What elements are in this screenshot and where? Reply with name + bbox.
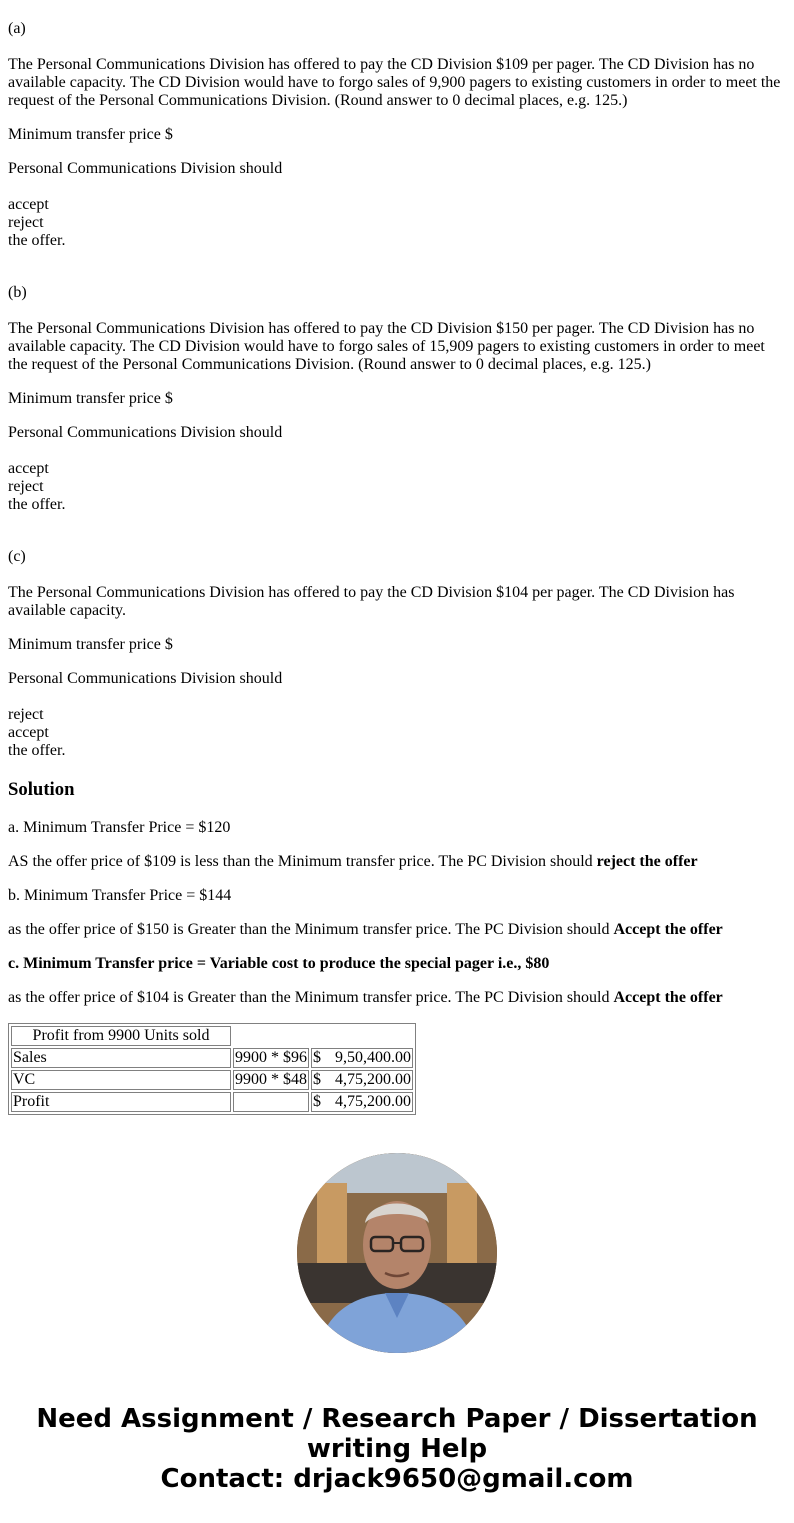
profit-table xyxy=(8,1023,416,1115)
row-calc xyxy=(233,1092,309,1112)
promo-line-1: Need Assignment / Research Paper / Dissertation xyxy=(36,1404,758,1434)
part-b-label: (b) xyxy=(8,284,27,301)
table-header: Profit from 9900 Units sold xyxy=(11,1026,231,1046)
part-b-suffix: the offer. xyxy=(8,496,66,513)
table-row xyxy=(11,1092,413,1112)
solution-b-line: b. Minimum Transfer Price = $144 xyxy=(8,887,232,904)
row-currency: $ xyxy=(313,1049,321,1066)
part-b-min-price-label: Minimum transfer price $ xyxy=(8,390,173,407)
row-calc: 9900 * $96 xyxy=(235,1049,307,1066)
table-row xyxy=(11,1048,413,1068)
part-a-min-price-label: Minimum transfer price $ xyxy=(8,126,173,143)
part-b-text: The Personal Communications Division has offered to pay the CD Division $150 per pager. The CD Division has no available capacity. The CD Division would have to forgo sales of 15,909 pagers to existing customers in order to meet the request of the Personal Communications Division. (Round answer to 0 decimal places, e.g. 125.) xyxy=(8,320,765,373)
row-label: Sales xyxy=(11,1048,231,1068)
part-c-text: The Personal Communications Division has offered to pay the CD Division $104 per pager. The CD Division has available capacity. xyxy=(8,584,735,619)
part-c-suffix: the offer. xyxy=(8,742,66,759)
author-photo xyxy=(297,1153,497,1353)
part-c-should-label: Personal Communications Division should xyxy=(8,670,283,687)
part-a-option-1[interactable]: accept xyxy=(8,196,49,213)
row-value: 4,75,200.00 xyxy=(335,1093,411,1110)
solution-c-reason xyxy=(8,989,723,1007)
part-c-option-2[interactable]: accept xyxy=(8,724,49,741)
solution-c-line: c. Minimum Transfer price = Variable cost to produce the special pager i.e., $80 xyxy=(8,955,550,972)
author-portrait-illustration xyxy=(297,1153,497,1353)
row-label: VC xyxy=(11,1070,231,1090)
solution-a-reason xyxy=(8,853,698,871)
part-a-option-2[interactable]: reject xyxy=(8,214,44,231)
solution-a-verdict: reject the offer xyxy=(596,853,698,870)
solution-c-reason-text: as the offer price of $104 is Greater than the Minimum transfer price. The PC Division should xyxy=(8,989,614,1006)
row-amount xyxy=(311,1070,413,1090)
row-label: Profit xyxy=(11,1092,231,1112)
row-currency: $ xyxy=(313,1071,321,1088)
solution-b-reason-text: as the offer price of $150 is Greater than the Minimum transfer price. The PC Division should xyxy=(8,921,614,938)
part-b-option-2[interactable]: reject xyxy=(8,478,44,495)
promo-contact[interactable]: Contact: drjack9650@gmail.com xyxy=(160,1464,634,1494)
part-a-label: (a) xyxy=(8,20,26,37)
row-amount xyxy=(311,1092,413,1112)
part-b-should-label: Personal Communications Division should xyxy=(8,424,283,441)
part-c-min-price-label: Minimum transfer price $ xyxy=(8,636,173,653)
part-a-text: The Personal Communications Division has offered to pay the CD Division $109 per pager. The CD Division has no available capacity. The CD Division would have to forgo sales of 9,900 pagers to existing customers in order to meet the request of the Personal Communications Division. (Round answer to 0 decimal places, e.g. 125.) xyxy=(8,56,781,109)
part-c-label: (c) xyxy=(8,548,26,565)
solution-a-line: a. Minimum Transfer Price = $120 xyxy=(8,819,231,836)
row-value: 4,75,200.00 xyxy=(335,1071,411,1088)
part-b-option-1[interactable]: accept xyxy=(8,460,49,477)
row-value: 9,50,400.00 xyxy=(335,1049,411,1066)
solution-b-verdict: Accept the offer xyxy=(613,921,723,938)
part-c-option-1[interactable]: reject xyxy=(8,706,44,723)
table-header-row xyxy=(11,1026,413,1046)
promo-banner xyxy=(0,1404,794,1494)
part-a-should-label: Personal Communications Division should xyxy=(8,160,283,177)
row-calc: 9900 * $48 xyxy=(235,1071,307,1088)
part-a-suffix: the offer. xyxy=(8,232,66,249)
table-row xyxy=(11,1070,413,1090)
row-amount xyxy=(311,1048,413,1068)
solution-c-verdict: Accept the offer xyxy=(613,989,723,1006)
promo-line-2: writing Help xyxy=(306,1434,488,1464)
row-currency: $ xyxy=(313,1093,321,1110)
table-header-blank xyxy=(233,1026,413,1046)
solution-b-reason xyxy=(8,921,723,939)
solution-a-reason-text: AS the offer price of $109 is less than the Minimum transfer price. The PC Division should xyxy=(8,853,597,870)
solution-heading: Solution xyxy=(8,779,75,800)
